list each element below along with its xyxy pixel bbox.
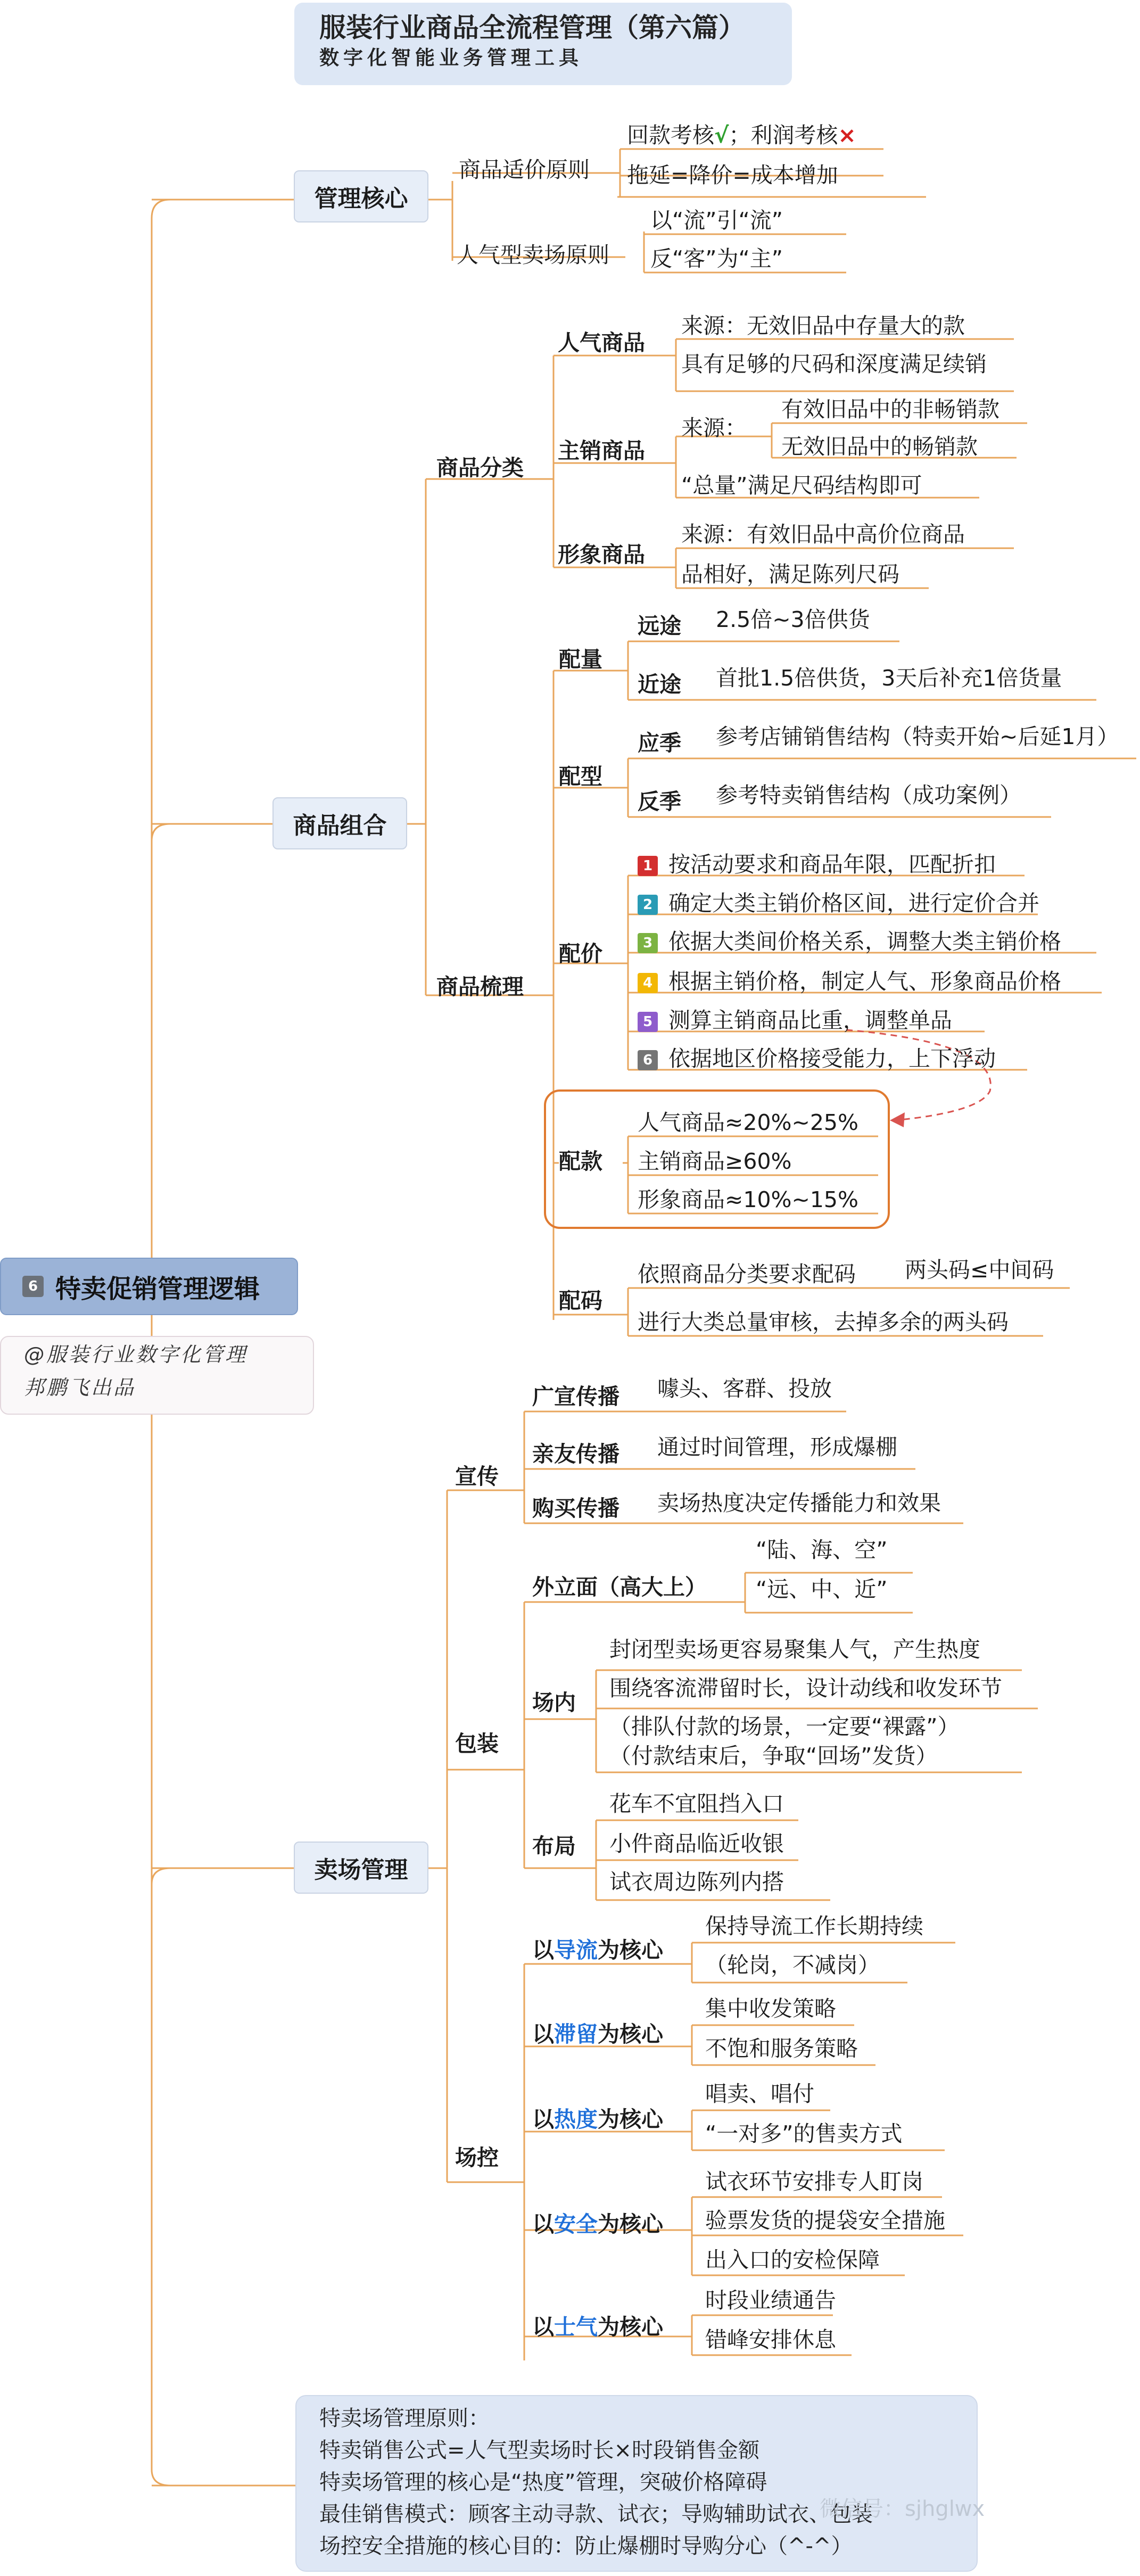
leaf-image-1: 来源：有效旧品中高价位商品 [681, 522, 965, 547]
node-control-safe-pre: 以 [532, 2211, 554, 2237]
leaf-main-s2: 无效旧品中的畅销款 [781, 434, 978, 459]
leaf-season: 参考店铺销售结构（特卖开始~后延1月） [716, 724, 1119, 749]
node-type[interactable]: 配型 [559, 764, 602, 789]
leaf-image-2: 品相好，满足陈列尺码 [681, 562, 899, 587]
node-sort[interactable]: 商品梳理 [436, 974, 524, 1000]
check-icon: √ [714, 122, 729, 148]
price-step-6 [638, 1046, 996, 1072]
leaf-morale-2: 错峰安排休息 [705, 2327, 836, 2352]
leaf-flow-1: 保持导流工作长期持续 [705, 1913, 923, 1939]
node-style[interactable]: 配款 [559, 1149, 602, 1174]
node-promo-ad[interactable]: 广宣传播 [532, 1384, 619, 1409]
node-far[interactable]: 远途 [638, 613, 681, 639]
node-main-goods[interactable]: 主销商品 [558, 438, 645, 464]
root-badge: 6 [22, 1276, 44, 1297]
leaf-pricing-1 [627, 122, 856, 148]
step-number-badge: 1 [638, 856, 658, 876]
leaf-size-2: 进行大类总量审核，去掉多余的两头码 [638, 1309, 1009, 1335]
leaf-promo-buy: 卖场热度决定传播能力和效果 [657, 1490, 941, 1516]
note-line-4: 最佳销售模式：顾客主动寻款、试衣；导购辅助试衣、包装 [319, 2502, 873, 2527]
node-control-flow-pre: 以 [532, 1937, 554, 1963]
node-pricing-principle[interactable]: 商品适价原则 [459, 157, 590, 183]
leaf-heat-1: 唱卖、唱付 [705, 2081, 814, 2107]
branch-store-label: 卖场管理 [314, 1856, 408, 1884]
page-subtitle: 数字化智能业务管理工具 [319, 46, 583, 69]
node-amount[interactable]: 配量 [559, 647, 602, 672]
step-number-badge: 4 [638, 973, 658, 993]
branch-core-label: 管理核心 [314, 185, 408, 212]
leaf-size-1b: 两头码≤中间码 [905, 1257, 1054, 1283]
node-pack[interactable]: 包装 [455, 1731, 499, 1756]
leaf-main-source: 来源： [681, 415, 747, 441]
node-inside[interactable]: 场内 [532, 1690, 576, 1715]
branch-store[interactable] [294, 1842, 428, 1894]
node-control-flow-post: 为核心 [598, 1937, 663, 1963]
price-step-5 [638, 1008, 952, 1034]
leaf-inside-2: 围绕客流滞留时长，设计动线和收发环节 [609, 1675, 1002, 1701]
leaf-layout-1: 花车不宜阻挡入口 [609, 1791, 784, 1817]
leaf-style-2: 主销商品≥60% [638, 1149, 792, 1174]
node-control[interactable]: 场控 [455, 2145, 499, 2170]
branch-core[interactable] [294, 170, 428, 222]
step-number-badge: 2 [638, 895, 658, 915]
step-text: 测算主销商品比重，调整单品 [668, 1008, 952, 1033]
node-control-flow[interactable] [532, 1937, 663, 1963]
node-control-heat-key: 热度 [554, 2107, 598, 2132]
node-image-goods[interactable]: 形象商品 [558, 542, 645, 567]
signature-line-2: 邦鹏飞出品 [24, 1376, 136, 1399]
price-step-4 [638, 969, 1061, 995]
node-hot-goods[interactable]: 人气商品 [558, 330, 645, 356]
note-line-1: 特卖场管理原则： [319, 2406, 490, 2431]
node-control-morale-key: 士气 [554, 2314, 598, 2340]
root-label: 特卖促销管理逻辑 [55, 1274, 260, 1304]
node-control-heat-pre: 以 [532, 2107, 554, 2132]
price-step-3 [638, 929, 1061, 955]
node-offseason[interactable]: 反季 [638, 789, 681, 814]
node-control-safe[interactable] [532, 2211, 663, 2238]
leaf-safe-3: 出入口的安检保障 [705, 2247, 880, 2273]
leaf-near: 首批1.5倍供货，3天后补充1倍货量 [716, 665, 1062, 691]
node-control-safe-key: 安全 [554, 2211, 598, 2237]
leaf-stay-1: 集中收发策略 [705, 1996, 836, 2021]
step-text: 根据主销价格，制定人气、形象商品价格 [668, 969, 1061, 994]
node-promo-buy[interactable]: 购买传播 [532, 1496, 619, 1521]
step-number-badge: 5 [638, 1012, 658, 1032]
page-title: 服装行业商品全流程管理（第六篇） [319, 12, 745, 43]
leaf-flow-2: （轮岗，不减岗） [705, 1952, 880, 1978]
step-text: 确定大类主销价格区间，进行定价合并 [668, 890, 1039, 916]
branch-combo[interactable] [272, 797, 407, 849]
node-near[interactable]: 近途 [638, 672, 681, 697]
node-classify[interactable]: 商品分类 [436, 455, 524, 481]
node-control-stay[interactable] [532, 2021, 663, 2047]
step-text: 按活动要求和商品年限，匹配折扣 [668, 852, 996, 877]
leaf-far: 2.5倍~3倍供货 [716, 607, 870, 632]
node-facade[interactable]: 外立面（高大上） [532, 1574, 707, 1600]
price-step-2 [638, 890, 1039, 917]
node-control-stay-post: 为核心 [598, 2021, 663, 2047]
node-control-stay-pre: 以 [532, 2021, 554, 2047]
leaf-pricing-1a: 回款考核 [627, 122, 714, 148]
leaf-safe-2: 验票发货的提袋安全措施 [705, 2208, 945, 2233]
leaf-hot-1: 来源：无效旧品中存量大的款 [681, 313, 965, 338]
step-text: 依据地区价格接受能力，上下浮动 [668, 1046, 996, 1071]
price-step-1 [638, 852, 996, 878]
node-size[interactable]: 配码 [559, 1288, 602, 1314]
leaf-layout-3: 试衣周边陈列内搭 [609, 1869, 784, 1895]
leaf-promo-friends: 通过时间管理，形成爆棚 [657, 1434, 897, 1460]
arrow-head-icon [890, 1112, 905, 1127]
leaf-inside-4: （付款结束后，争取“回场”发货） [609, 1743, 938, 1769]
node-control-heat[interactable] [532, 2107, 663, 2133]
leaf-pricing-2: 拖延=降价=成本增加 [627, 162, 838, 188]
leaf-style-3: 形象商品≈10%~15% [638, 1187, 858, 1212]
leaf-main-2: “总量”满足尺码结构即可 [681, 473, 922, 498]
leaf-size-1: 依照商品分类要求配码 [638, 1261, 856, 1287]
node-layout[interactable]: 布局 [532, 1834, 576, 1859]
node-control-morale-pre: 以 [532, 2314, 554, 2340]
leaf-pricing-1b: ；利润考核 [729, 122, 838, 148]
root-node[interactable] [0, 1258, 298, 1315]
watermark: 微信号：sjhglwx [820, 2497, 985, 2521]
step-text: 依据大类间价格关系，调整大类主销价格 [668, 929, 1061, 954]
leaf-offseason: 参考特卖销售结构（成功案例） [716, 782, 1021, 808]
cross-icon: × [838, 122, 856, 148]
node-popular-principle[interactable]: 人气型卖场原则 [457, 242, 609, 268]
leaf-morale-1: 时段业绩通告 [705, 2288, 836, 2313]
node-control-safe-post: 为核心 [598, 2211, 663, 2237]
leaf-main-s1: 有效旧品中的非畅销款 [781, 397, 999, 422]
node-promo-friends[interactable]: 亲友传播 [532, 1441, 619, 1467]
leaf-heat-2: “一对多”的售卖方式 [705, 2121, 903, 2146]
node-season[interactable]: 应季 [638, 730, 681, 756]
note-line-5: 场控安全措施的核心目的：防止爆棚时导购分心（^-^） [319, 2534, 853, 2558]
leaf-promo-ad: 噱头、客群、投放 [657, 1376, 832, 1401]
leaf-facade-2: “远、中、近” [756, 1576, 888, 1602]
leaf-safe-1: 试衣环节安排专人盯岗 [705, 2169, 923, 2194]
leaf-popular-2: 反“客”为“主” [650, 246, 783, 271]
note-line-2: 特卖销售公式=人气型卖场时长×时段销售金额 [319, 2438, 760, 2463]
leaf-stay-2: 不饱和服务策略 [705, 2036, 858, 2061]
node-control-heat-post: 为核心 [598, 2107, 663, 2132]
signature-line-1: @服装行业数字化管理 [24, 1343, 248, 1366]
leaf-facade-1: “陆、海、空” [756, 1537, 888, 1563]
node-control-morale-post: 为核心 [598, 2314, 663, 2340]
node-promo[interactable]: 宣传 [455, 1464, 499, 1489]
leaf-style-1: 人气商品≈20%~25% [638, 1110, 858, 1135]
node-control-stay-key: 滞留 [554, 2021, 598, 2047]
step-number-badge: 3 [638, 933, 658, 953]
branch-combo-label: 商品组合 [293, 812, 387, 839]
note-line-3: 特卖场管理的核心是“热度”管理，突破价格障碍 [319, 2470, 767, 2495]
leaf-inside-1: 封闭型卖场更容易聚集人气，产生热度 [609, 1637, 980, 1662]
leaf-inside-3: （排队付款的场景，一定要“裸露”） [609, 1714, 960, 1739]
leaf-popular-1: 以“流”引“流” [650, 208, 783, 233]
leaf-hot-2: 具有足够的尺码和深度满足续销 [681, 351, 987, 377]
step-number-badge: 6 [638, 1050, 658, 1070]
node-control-flow-key: 导流 [554, 1937, 598, 1963]
node-control-morale[interactable] [532, 2314, 663, 2340]
node-price[interactable]: 配价 [559, 941, 602, 967]
leaf-layout-2: 小件商品临近收银 [609, 1831, 784, 1856]
